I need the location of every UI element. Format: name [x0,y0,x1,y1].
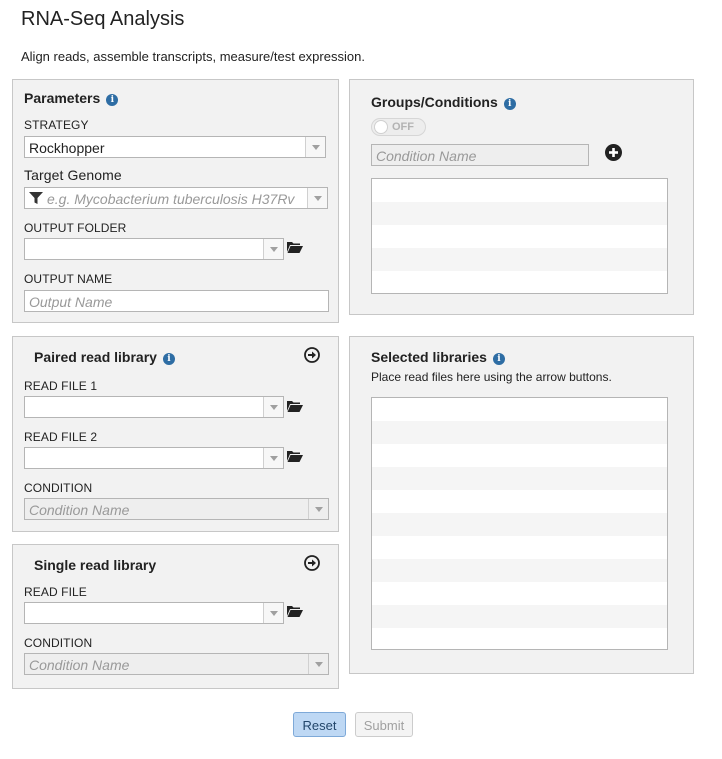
selected-libraries-title [371,349,505,365]
target-genome-placeholder: e.g. Mycobacterium tuberculosis H37Rv [47,191,295,207]
arrow-circle-right-icon[interactable] [304,555,320,571]
output-name-label: OUTPUT NAME [24,272,113,286]
folder-open-icon[interactable] [287,241,303,253]
single-condition-select[interactable] [24,653,329,675]
toggle-label: OFF [392,121,414,133]
condition-name-input[interactable] [371,144,589,166]
read-file-1-label: READ FILE 1 [24,379,98,393]
chevron-down-icon[interactable] [263,397,283,417]
output-name-placeholder: Output Name [29,294,113,310]
chevron-down-icon[interactable] [263,603,283,623]
reset-button[interactable]: Reset [293,712,346,737]
list-item [372,559,667,582]
condition-name-placeholder: Condition Name [376,148,477,164]
folder-open-icon[interactable] [287,400,303,412]
single-condition-placeholder: Condition Name [29,657,130,673]
strategy-label: STRATEGY [24,118,89,132]
chevron-down-icon[interactable] [308,499,328,519]
target-genome-select[interactable] [24,187,328,209]
list-item [372,513,667,536]
output-folder-label: OUTPUT FOLDER [24,221,127,235]
selected-libraries-title-text: Selected libraries [371,349,487,365]
parameters-title [24,90,118,106]
folder-open-icon[interactable] [287,450,303,462]
list-item [372,179,667,202]
read-file-1-select[interactable] [24,396,284,418]
read-file-select[interactable] [24,602,284,624]
chevron-down-icon[interactable] [263,448,283,468]
single-library-title: Single read library [34,557,157,573]
chevron-down-icon[interactable] [307,188,327,208]
list-item [372,225,667,248]
info-icon[interactable]: i [493,353,505,365]
page-title: RNA-Seq Analysis [21,8,185,30]
paired-library-title [34,349,175,365]
list-item [372,582,667,605]
groups-title-text: Groups/Conditions [371,94,498,110]
groups-title [371,94,516,110]
single-condition-label: CONDITION [24,636,93,650]
toggle-knob [374,120,388,134]
list-item [372,421,667,444]
paired-library-title-text: Paired read library [34,349,157,365]
arrow-circle-right-icon[interactable] [304,347,320,363]
paired-condition-select[interactable] [24,498,329,520]
list-item [372,202,667,225]
selected-libraries-list[interactable] [371,397,668,650]
target-genome-label: Target Genome [24,167,122,183]
chevron-down-icon[interactable] [305,137,325,157]
conditions-list[interactable] [371,178,668,294]
parameters-title-text: Parameters [24,90,101,106]
paired-condition-label: CONDITION [24,481,93,495]
list-item [372,271,667,294]
list-item [372,398,667,421]
condition-toggle[interactable] [371,118,426,136]
plus-circle-icon[interactable] [605,144,622,161]
chevron-down-icon[interactable] [263,239,283,259]
folder-open-icon[interactable] [287,605,303,617]
output-folder-select[interactable] [24,238,284,260]
filter-icon [29,191,43,205]
read-file-label: READ FILE [24,585,87,599]
list-item [372,628,667,650]
output-name-input[interactable] [24,290,329,312]
list-item [372,605,667,628]
list-item [372,444,667,467]
submit-button[interactable]: Submit [355,712,413,737]
strategy-select[interactable] [24,136,326,158]
list-item [372,490,667,513]
page-description: Align reads, assemble transcripts, measure/test expression. [21,49,365,64]
paired-condition-placeholder: Condition Name [29,502,130,518]
info-icon[interactable]: i [163,353,175,365]
read-file-2-label: READ FILE 2 [24,430,98,444]
read-file-2-select[interactable] [24,447,284,469]
list-item [372,467,667,490]
chevron-down-icon[interactable] [308,654,328,674]
strategy-value: Rockhopper [29,140,105,156]
info-icon[interactable]: i [504,98,516,110]
selected-libraries-hint: Place read files here using the arrow buttons. [371,370,612,384]
info-icon[interactable]: i [106,94,118,106]
list-item [372,248,667,271]
list-item [372,536,667,559]
